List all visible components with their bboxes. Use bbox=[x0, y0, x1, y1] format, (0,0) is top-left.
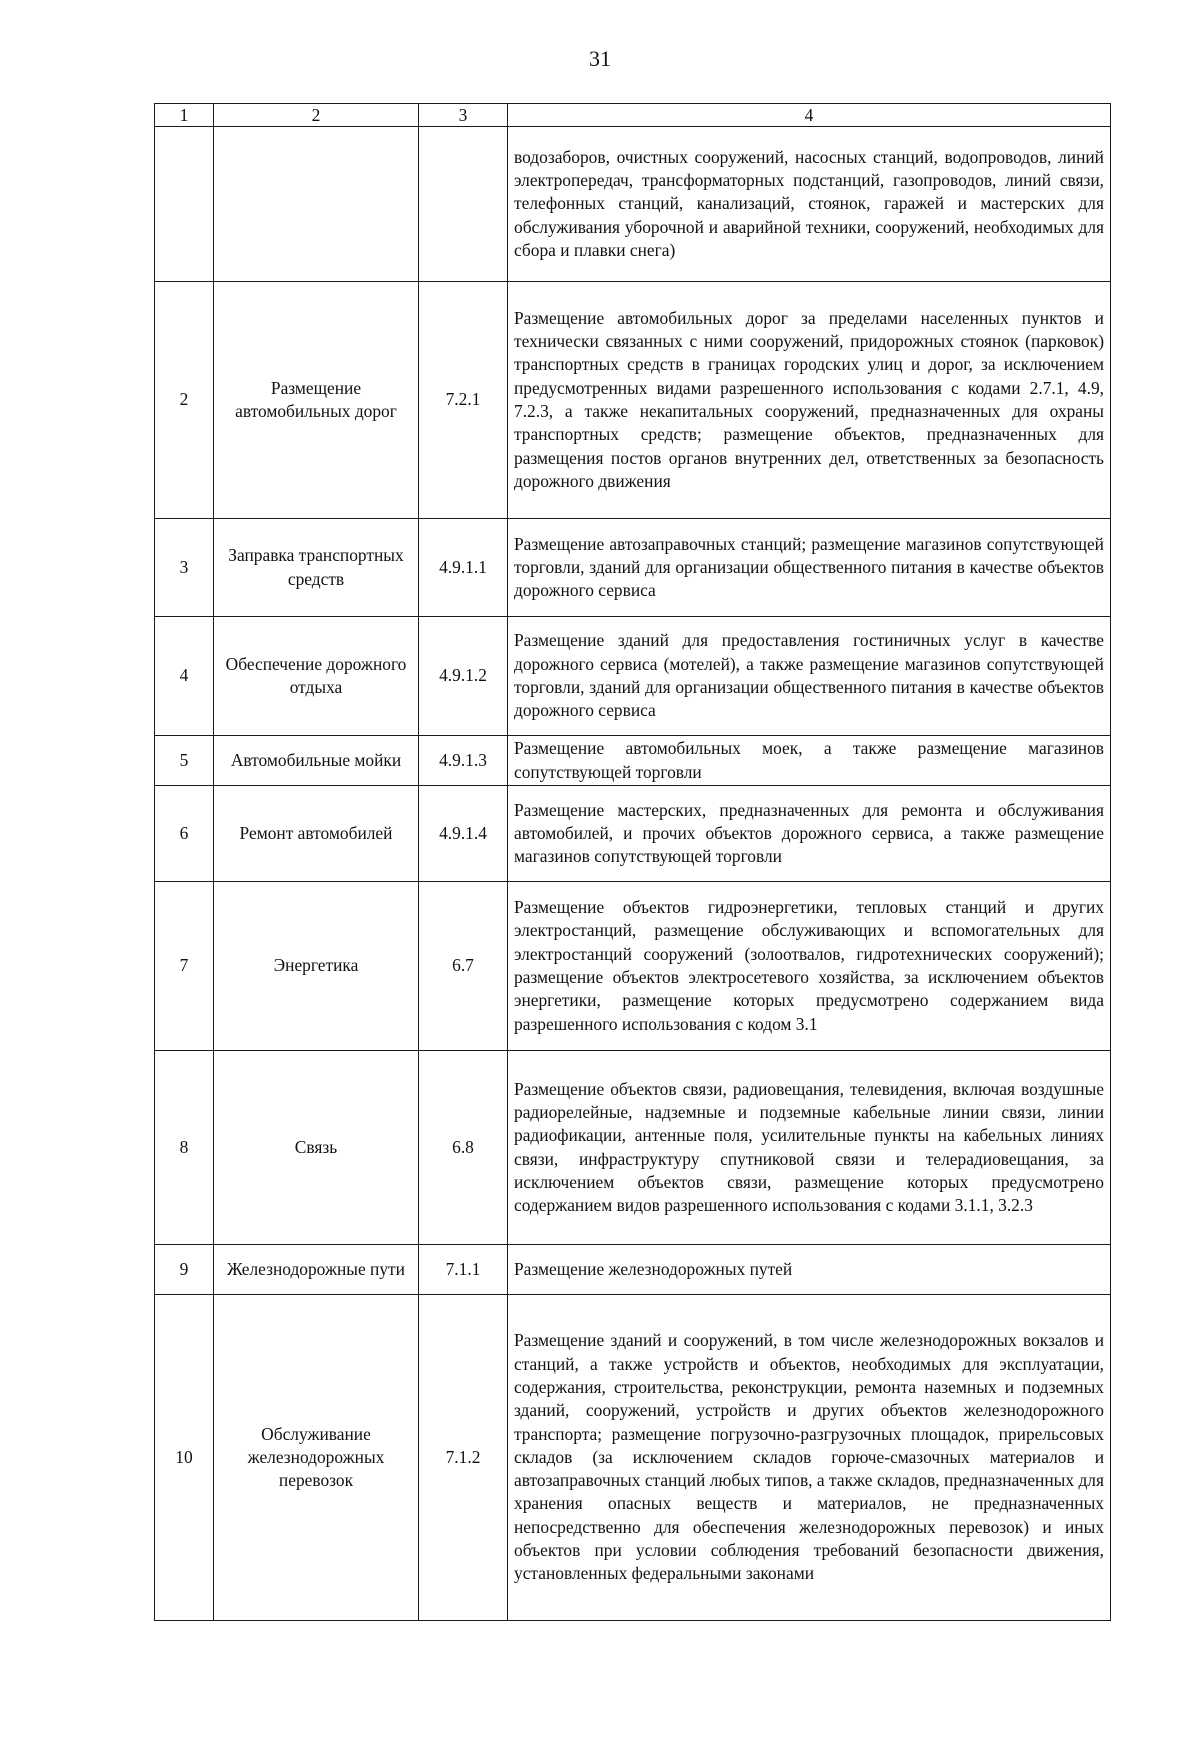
table-row bbox=[155, 1051, 1111, 1245]
use-type-name: Железнодорожные пути bbox=[214, 1245, 419, 1295]
column-number-3: 3 bbox=[419, 104, 508, 127]
use-type-name: Автомобильные мойки bbox=[214, 736, 419, 786]
row-number: 9 bbox=[155, 1245, 214, 1295]
row-number: 3 bbox=[155, 519, 214, 617]
column-number-1: 1 bbox=[155, 104, 214, 127]
row-number: 7 bbox=[155, 882, 214, 1051]
use-type-code: 7.1.2 bbox=[419, 1295, 508, 1621]
use-type-name: Обеспечение дорожного отдыха bbox=[214, 617, 419, 736]
row-number: 4 bbox=[155, 617, 214, 736]
column-number-2: 2 bbox=[214, 104, 419, 127]
page-number: 31 bbox=[589, 46, 611, 71]
use-type-description: Размещение объектов связи, радиовещания, телевидения, включая воздушные радиорелейные, надземные и подземные кабельные линии связи, линии радиофикации, антенные поля, усилительные пункты на кабельных линиях связи, инфраструктуру спутниковой связи и телерадиовещания, за исключением объектов связи, размещение которых предусмотрено содержанием видов разрешенного использования с кодами 3.1.1, 3.2.3 bbox=[508, 1051, 1111, 1245]
row-number: 5 bbox=[155, 736, 214, 786]
use-type-name: Связь bbox=[214, 1051, 419, 1245]
row-number: 8 bbox=[155, 1051, 214, 1245]
use-type-description: Размещение автозаправочных станций; размещение магазинов сопутствующей торговли, зданий для организации общественного питания в качестве объектов дорожного сервиса bbox=[508, 519, 1111, 617]
use-type-description: Размещение автомобильных моек, а также размещение магазинов сопутствующей торговли bbox=[508, 736, 1111, 786]
use-type-code: 4.9.1.2 bbox=[419, 617, 508, 736]
use-type-code: 4.9.1.3 bbox=[419, 736, 508, 786]
table-row bbox=[155, 1245, 1111, 1295]
row-number: 6 bbox=[155, 786, 214, 882]
use-type-name: Заправка транспортных средств bbox=[214, 519, 419, 617]
table-row bbox=[155, 736, 1111, 786]
use-type-description: Размещение объектов гидроэнергетики, тепловых станций и других электростанций, размещение обслуживающих и вспомогательных для электростанций сооружений (золоотвалов, гидротехнических сооружений); размещение объектов электросетевого хозяйства, за исключением объектов энергетики, размещение которых предусмотрено содержанием вида разрешенного использования с кодом 3.1 bbox=[508, 882, 1111, 1051]
use-type-description: Размещение зданий и сооружений, в том числе железнодорожных вокзалов и станций, а также устройств и объектов, необходимых для эксплуатации, содержания, строительства, реконструкции, ремонта наземных и подземных зданий, сооружений, устройств и других объектов железнодорожного транспорта; размещение погрузочно-разгрузочных площадок, прирельсовых складов (за исключением складов горюче-смазочных материалов и автозаправочных станций любых типов, а также складов, предназначенных для хранения опасных веществ и материалов, не предназначенных непосредственно для обеспечения железнодорожных перевозок) и иных объектов при условии соблюдения требований безопасности движения, установленных федеральными законами bbox=[508, 1295, 1111, 1621]
use-type-name bbox=[214, 127, 419, 282]
use-type-name: Размещение автомобильных дорог bbox=[214, 282, 419, 519]
use-type-code: 6.7 bbox=[419, 882, 508, 1051]
column-number-row bbox=[155, 104, 1111, 127]
use-type-code: 4.9.1.1 bbox=[419, 519, 508, 617]
use-type-name: Ремонт автомобилей bbox=[214, 786, 419, 882]
table-row-continuation bbox=[155, 127, 1111, 282]
use-type-description: Размещение автомобильных дорог за пределами населенных пунктов и технически связанных с ними сооружений, придорожных стоянок (парковок) транспортных средств в границах городских улиц и дорог, за исключением предусмотренных видами разрешенного использования с кодами 2.7.1, 4.9, 7.2.3, а также некапитальных сооружений, предназначенных для охраны транспортных средств; размещение объектов, предназначенных для размещения постов органов внутренних дел, ответственных за безопасность дорожного движения bbox=[508, 282, 1111, 519]
use-type-description: Размещение железнодорожных путей bbox=[508, 1245, 1111, 1295]
use-type-code: 6.8 bbox=[419, 1051, 508, 1245]
use-type-code: 7.1.1 bbox=[419, 1245, 508, 1295]
table-row bbox=[155, 786, 1111, 882]
column-number-4: 4 bbox=[508, 104, 1111, 127]
row-number bbox=[155, 127, 214, 282]
use-type-description: водозаборов, очистных сооружений, насосных станций, водопроводов, линий электропередач, трансформаторных подстанций, газопроводов, линий связи, телефонных станций, канализаций, стоянок, гаражей и мастерских для обслуживания уборочной и аварийной техники, сооружений, необходимых для сбора и плавки снега) bbox=[508, 127, 1111, 282]
use-type-name: Энергетика bbox=[214, 882, 419, 1051]
land-use-table bbox=[154, 103, 1111, 1621]
use-type-description: Размещение мастерских, предназначенных для ремонта и обслуживания автомобилей, и прочих объектов дорожного сервиса, а также размещение магазинов сопутствующей торговли bbox=[508, 786, 1111, 882]
use-type-code bbox=[419, 127, 508, 282]
table-row bbox=[155, 282, 1111, 519]
use-type-code: 7.2.1 bbox=[419, 282, 508, 519]
use-type-description: Размещение зданий для предоставления гостиничных услуг в качестве дорожного сервиса (мотелей), а также размещение магазинов сопутствующей торговли, зданий для организации общественного питания в качестве объектов дорожного сервиса bbox=[508, 617, 1111, 736]
table-row bbox=[155, 882, 1111, 1051]
use-type-code: 4.9.1.4 bbox=[419, 786, 508, 882]
use-type-name: Обслуживание железнодорожных перевозок bbox=[214, 1295, 419, 1621]
table-row bbox=[155, 519, 1111, 617]
table-row bbox=[155, 1295, 1111, 1621]
table-row bbox=[155, 617, 1111, 736]
row-number: 10 bbox=[155, 1295, 214, 1621]
row-number: 2 bbox=[155, 282, 214, 519]
